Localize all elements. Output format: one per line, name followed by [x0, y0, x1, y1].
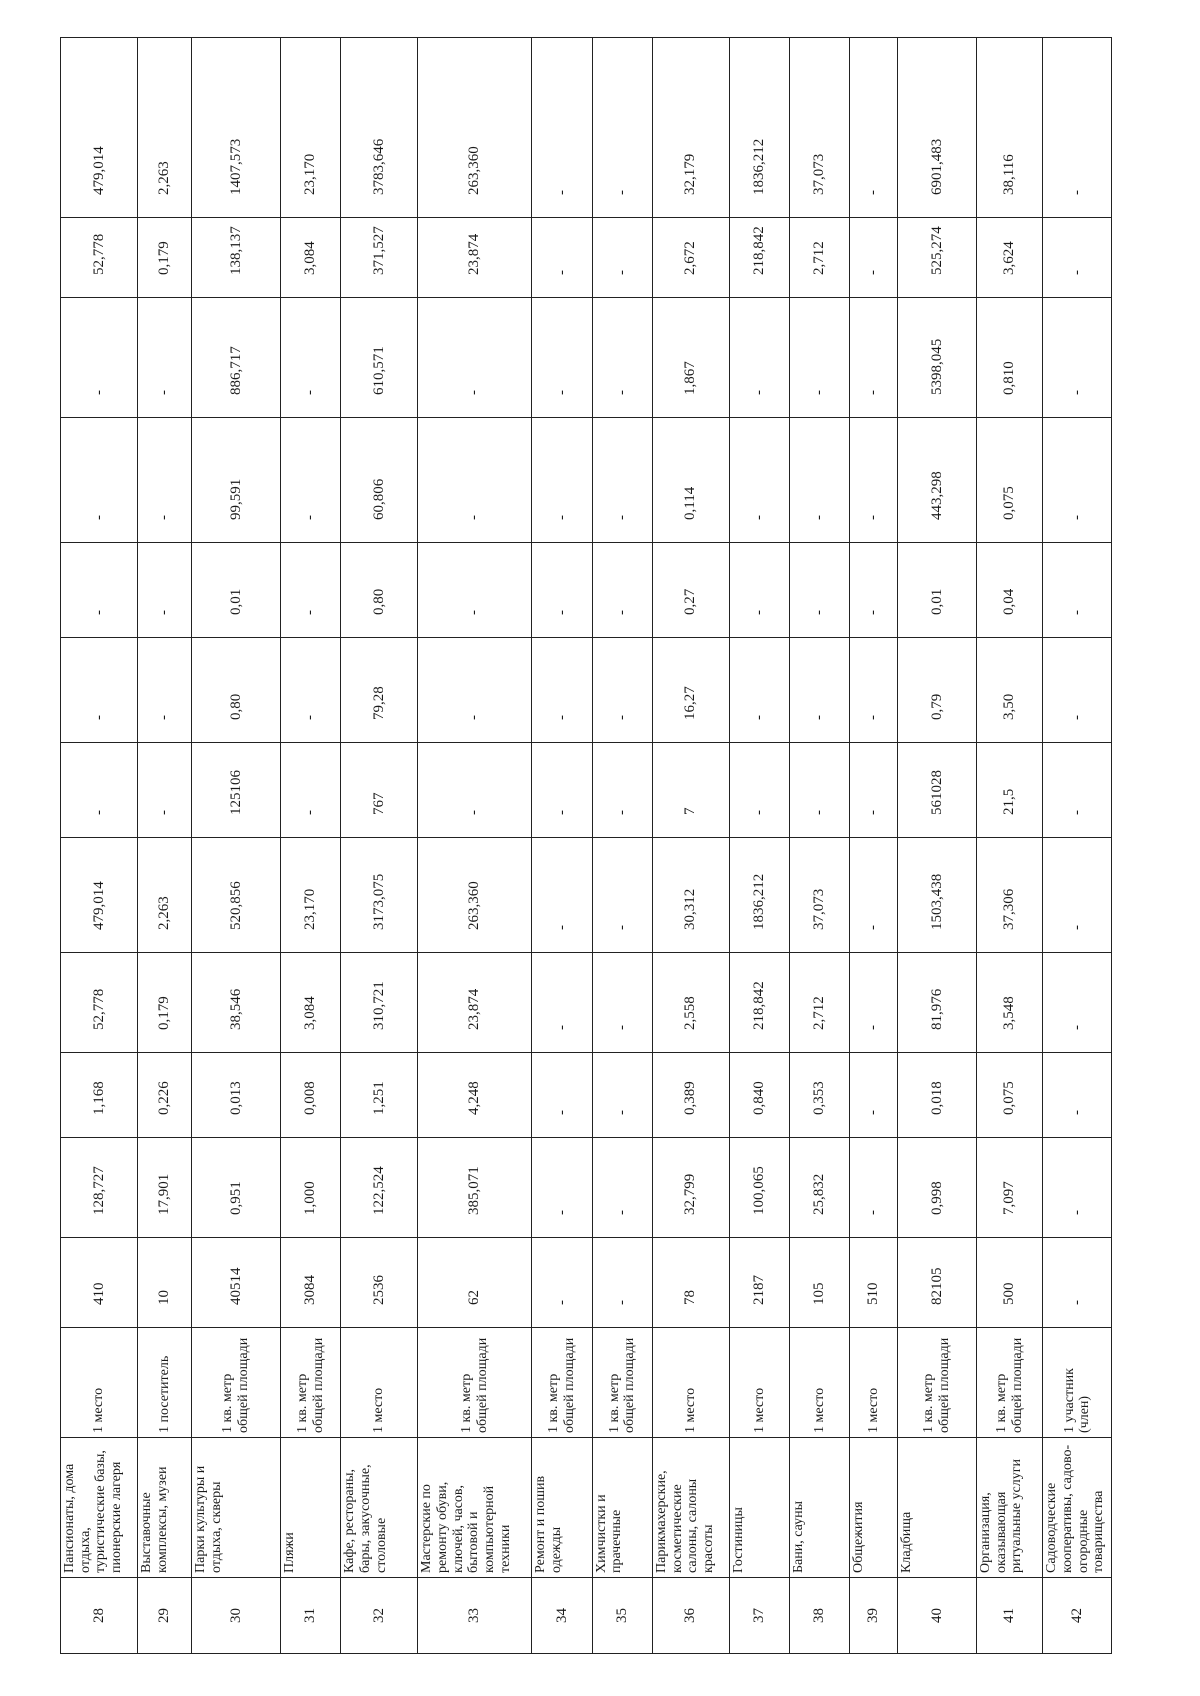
row-number: 34: [532, 1578, 592, 1654]
value-cell: 561028: [898, 743, 977, 838]
value-cell: -: [1043, 418, 1112, 543]
value-cell: -: [592, 218, 652, 298]
unit-of-measure: 1 место: [341, 1328, 418, 1438]
value-cell: 385,071: [418, 1138, 532, 1238]
value-cell: -: [1043, 1138, 1112, 1238]
value-cell: -: [532, 953, 592, 1053]
value-cell: 479,014: [61, 38, 138, 218]
object-name: Садоводческие кооперативы, садово-огородные товарищества: [1043, 1438, 1112, 1578]
table-row: [281, 38, 341, 1654]
row-number: 39: [850, 1578, 898, 1654]
row-number: 37: [729, 1578, 789, 1654]
table-row: [341, 38, 418, 1654]
table-row: [976, 38, 1042, 1654]
value-cell: 122,524: [341, 1138, 418, 1238]
value-cell: -: [1043, 38, 1112, 218]
value-cell: 886,717: [191, 298, 280, 418]
value-cell: 23,874: [418, 218, 532, 298]
value-cell: 0,998: [898, 1138, 977, 1238]
value-cell: -: [137, 418, 191, 543]
row-number: 40: [898, 1578, 977, 1654]
row-number: 29: [137, 1578, 191, 1654]
value-cell: 310,721: [341, 953, 418, 1053]
value-cell: 37,073: [790, 38, 850, 218]
value-cell: -: [61, 743, 138, 838]
object-name: Гостиницы: [729, 1438, 789, 1578]
value-cell: -: [850, 418, 898, 543]
value-cell: -: [729, 543, 789, 638]
value-cell: 2187: [729, 1238, 789, 1328]
value-cell: -: [1043, 1053, 1112, 1138]
value-cell: 2,263: [137, 838, 191, 953]
value-cell: -: [281, 543, 341, 638]
value-cell: -: [850, 838, 898, 953]
value-cell: 52,778: [61, 953, 138, 1053]
value-cell: 100,065: [729, 1138, 789, 1238]
value-cell: 0,80: [191, 638, 280, 743]
value-cell: -: [790, 638, 850, 743]
object-name: Ремонт и пошив одежды: [532, 1438, 592, 1578]
value-cell: 1836,212: [729, 838, 789, 953]
value-cell: 6901,483: [898, 38, 977, 218]
unit-of-measure: 1 кв. метр общей площади: [418, 1328, 532, 1438]
value-cell: 3,624: [976, 218, 1042, 298]
value-cell: 0,389: [652, 1053, 729, 1138]
value-cell: -: [592, 838, 652, 953]
value-cell: -: [592, 1053, 652, 1138]
unit-of-measure: 1 кв. метр общей площади: [898, 1328, 977, 1438]
object-name: Общежития: [850, 1438, 898, 1578]
value-cell: 10: [137, 1238, 191, 1328]
value-cell: -: [1043, 838, 1112, 953]
value-cell: -: [592, 638, 652, 743]
value-cell: 25,832: [790, 1138, 850, 1238]
waste-norms-table: [60, 37, 1112, 1654]
object-name: Мастерские по ремонту обуви, ключей, часов, бытовой и компьютерной техники: [418, 1438, 532, 1578]
value-cell: 1,867: [652, 298, 729, 418]
object-name: Бани, сауны: [790, 1438, 850, 1578]
row-number: 33: [418, 1578, 532, 1654]
value-cell: -: [592, 543, 652, 638]
value-cell: -: [850, 1138, 898, 1238]
table-row: [729, 38, 789, 1654]
value-cell: 37,306: [976, 838, 1042, 953]
row-number: 35: [592, 1578, 652, 1654]
value-cell: -: [137, 298, 191, 418]
unit-of-measure: 1 кв. метр общей площади: [976, 1328, 1042, 1438]
value-cell: 3,084: [281, 953, 341, 1053]
value-cell: 60,806: [341, 418, 418, 543]
value-cell: 62: [418, 1238, 532, 1328]
row-number: 36: [652, 1578, 729, 1654]
value-cell: 2,558: [652, 953, 729, 1053]
table-row: [532, 38, 592, 1654]
value-cell: -: [532, 1238, 592, 1328]
value-cell: -: [418, 418, 532, 543]
value-cell: -: [418, 543, 532, 638]
table-body: [61, 38, 1112, 1654]
value-cell: -: [592, 743, 652, 838]
value-cell: 32,179: [652, 38, 729, 218]
value-cell: 0,01: [191, 543, 280, 638]
object-name: Организация, оказывающая ритуальные услуги: [976, 1438, 1042, 1578]
value-cell: -: [850, 953, 898, 1053]
value-cell: -: [281, 418, 341, 543]
value-cell: -: [850, 543, 898, 638]
value-cell: 610,571: [341, 298, 418, 418]
value-cell: 21,5: [976, 743, 1042, 838]
value-cell: -: [532, 38, 592, 218]
value-cell: 82105: [898, 1238, 977, 1328]
value-cell: -: [137, 638, 191, 743]
value-cell: 0,114: [652, 418, 729, 543]
value-cell: 2,672: [652, 218, 729, 298]
value-cell: 443,298: [898, 418, 977, 543]
unit-of-measure: 1 место: [850, 1328, 898, 1438]
row-number: 41: [976, 1578, 1042, 1654]
value-cell: -: [532, 1138, 592, 1238]
value-cell: -: [1043, 638, 1112, 743]
table-row: [850, 38, 898, 1654]
table-row: [61, 38, 138, 1654]
table-row: [652, 38, 729, 1654]
value-cell: -: [532, 638, 592, 743]
unit-of-measure: 1 место: [652, 1328, 729, 1438]
value-cell: -: [61, 418, 138, 543]
value-cell: 371,527: [341, 218, 418, 298]
value-cell: -: [532, 838, 592, 953]
value-cell: -: [532, 418, 592, 543]
unit-of-measure: 1 кв. метр общей площади: [532, 1328, 592, 1438]
table-row: [191, 38, 280, 1654]
table-row: [418, 38, 532, 1654]
value-cell: 767: [341, 743, 418, 838]
unit-of-measure: 1 место: [729, 1328, 789, 1438]
value-cell: -: [137, 743, 191, 838]
row-number: 42: [1043, 1578, 1112, 1654]
value-cell: 218,842: [729, 218, 789, 298]
value-cell: 37,073: [790, 838, 850, 953]
value-cell: -: [790, 743, 850, 838]
value-cell: 23,170: [281, 38, 341, 218]
unit-of-measure: 1 место: [790, 1328, 850, 1438]
value-cell: -: [592, 953, 652, 1053]
value-cell: -: [532, 743, 592, 838]
value-cell: 0,013: [191, 1053, 280, 1138]
value-cell: -: [592, 298, 652, 418]
value-cell: -: [418, 638, 532, 743]
value-cell: 23,874: [418, 953, 532, 1053]
object-name: Пляжи: [281, 1438, 341, 1578]
value-cell: 0,01: [898, 543, 977, 638]
value-cell: 0,27: [652, 543, 729, 638]
object-name: Кафе, рестораны, бары, закусочные, столовые: [341, 1438, 418, 1578]
value-cell: 500: [976, 1238, 1042, 1328]
value-cell: 1407,573: [191, 38, 280, 218]
value-cell: -: [418, 298, 532, 418]
value-cell: 1836,212: [729, 38, 789, 218]
value-cell: -: [850, 638, 898, 743]
value-cell: -: [790, 543, 850, 638]
object-name: Выставочные комплексы, музеи: [137, 1438, 191, 1578]
value-cell: 510: [850, 1238, 898, 1328]
value-cell: 1,000: [281, 1138, 341, 1238]
value-cell: 3,50: [976, 638, 1042, 743]
unit-of-measure: 1 место: [61, 1328, 138, 1438]
value-cell: 78: [652, 1238, 729, 1328]
value-cell: -: [61, 298, 138, 418]
value-cell: 1,168: [61, 1053, 138, 1138]
value-cell: 0,810: [976, 298, 1042, 418]
value-cell: 0,353: [790, 1053, 850, 1138]
rotated-table-container: [60, 38, 1112, 1654]
value-cell: 520,856: [191, 838, 280, 953]
table-row: [790, 38, 850, 1654]
value-cell: 0,008: [281, 1053, 341, 1138]
value-cell: 410: [61, 1238, 138, 1328]
value-cell: 4,248: [418, 1053, 532, 1138]
value-cell: -: [729, 298, 789, 418]
value-cell: -: [1043, 953, 1112, 1053]
value-cell: 52,778: [61, 218, 138, 298]
value-cell: -: [1043, 218, 1112, 298]
value-cell: -: [532, 1053, 592, 1138]
value-cell: 2,712: [790, 218, 850, 298]
value-cell: 7,097: [976, 1138, 1042, 1238]
row-number: 31: [281, 1578, 341, 1654]
object-name: Парикмахерские, косметические салоны, салоны красоты: [652, 1438, 729, 1578]
value-cell: -: [61, 638, 138, 743]
value-cell: 79,28: [341, 638, 418, 743]
value-cell: -: [729, 638, 789, 743]
value-cell: -: [532, 543, 592, 638]
value-cell: -: [592, 1238, 652, 1328]
row-number: 32: [341, 1578, 418, 1654]
value-cell: -: [592, 418, 652, 543]
value-cell: -: [1043, 543, 1112, 638]
value-cell: 218,842: [729, 953, 789, 1053]
unit-of-measure: 1 кв. метр общей площади: [281, 1328, 341, 1438]
value-cell: 0,951: [191, 1138, 280, 1238]
value-cell: 0,04: [976, 543, 1042, 638]
value-cell: 3084: [281, 1238, 341, 1328]
value-cell: -: [850, 218, 898, 298]
value-cell: -: [61, 543, 138, 638]
value-cell: 40514: [191, 1238, 280, 1328]
value-cell: 128,727: [61, 1138, 138, 1238]
value-cell: -: [1043, 298, 1112, 418]
value-cell: 0,80: [341, 543, 418, 638]
object-name: Химчистки и прачечные: [592, 1438, 652, 1578]
value-cell: 1,251: [341, 1053, 418, 1138]
table-row: [592, 38, 652, 1654]
value-cell: -: [850, 1053, 898, 1138]
value-cell: 3173,075: [341, 838, 418, 953]
value-cell: 23,170: [281, 838, 341, 953]
value-cell: -: [532, 218, 592, 298]
value-cell: 105: [790, 1238, 850, 1328]
value-cell: -: [532, 298, 592, 418]
value-cell: 2,712: [790, 953, 850, 1053]
value-cell: 1503,438: [898, 838, 977, 953]
value-cell: -: [137, 543, 191, 638]
value-cell: 0,79: [898, 638, 977, 743]
row-number: 38: [790, 1578, 850, 1654]
value-cell: -: [418, 743, 532, 838]
value-cell: 5398,045: [898, 298, 977, 418]
value-cell: -: [729, 743, 789, 838]
value-cell: -: [850, 743, 898, 838]
value-cell: 0,075: [976, 418, 1042, 543]
value-cell: -: [592, 1138, 652, 1238]
value-cell: 3,548: [976, 953, 1042, 1053]
value-cell: -: [281, 298, 341, 418]
value-cell: 2536: [341, 1238, 418, 1328]
value-cell: 38,116: [976, 38, 1042, 218]
value-cell: 81,976: [898, 953, 977, 1053]
table-row: [898, 38, 977, 1654]
value-cell: 17,901: [137, 1138, 191, 1238]
object-name: Кладбища: [898, 1438, 977, 1578]
value-cell: 138,137: [191, 218, 280, 298]
value-cell: 16,27: [652, 638, 729, 743]
value-cell: -: [850, 38, 898, 218]
value-cell: 0,179: [137, 218, 191, 298]
unit-of-measure: 1 посетитель: [137, 1328, 191, 1438]
value-cell: -: [850, 298, 898, 418]
value-cell: -: [790, 298, 850, 418]
row-number: 30: [191, 1578, 280, 1654]
unit-of-measure: 1 кв. метр общей площади: [592, 1328, 652, 1438]
object-name: Парки культуры и отдыха, скверы: [191, 1438, 280, 1578]
value-cell: 263,360: [418, 38, 532, 218]
value-cell: 0,179: [137, 953, 191, 1053]
value-cell: 2,263: [137, 38, 191, 218]
value-cell: -: [592, 38, 652, 218]
value-cell: 99,591: [191, 418, 280, 543]
value-cell: 263,360: [418, 838, 532, 953]
value-cell: 0,840: [729, 1053, 789, 1138]
value-cell: -: [729, 418, 789, 543]
value-cell: 525,274: [898, 218, 977, 298]
unit-of-measure: 1 кв. метр общей площади: [191, 1328, 280, 1438]
value-cell: -: [790, 418, 850, 543]
value-cell: 3783,646: [341, 38, 418, 218]
value-cell: 0,018: [898, 1053, 977, 1138]
value-cell: -: [1043, 743, 1112, 838]
value-cell: -: [281, 638, 341, 743]
value-cell: 7: [652, 743, 729, 838]
table-row: [137, 38, 191, 1654]
value-cell: 3,084: [281, 218, 341, 298]
unit-of-measure: 1 участник (член): [1043, 1328, 1112, 1438]
value-cell: 0,226: [137, 1053, 191, 1138]
value-cell: 30,312: [652, 838, 729, 953]
value-cell: -: [1043, 1238, 1112, 1328]
row-number: 28: [61, 1578, 138, 1654]
object-name: Пансионаты, дома отдыха, туристические базы, пионерские лагеря: [61, 1438, 138, 1578]
value-cell: 0,075: [976, 1053, 1042, 1138]
value-cell: 479,014: [61, 838, 138, 953]
table-row: [1043, 38, 1112, 1654]
value-cell: -: [281, 743, 341, 838]
value-cell: 38,546: [191, 953, 280, 1053]
value-cell: 32,799: [652, 1138, 729, 1238]
value-cell: 125106: [191, 743, 280, 838]
